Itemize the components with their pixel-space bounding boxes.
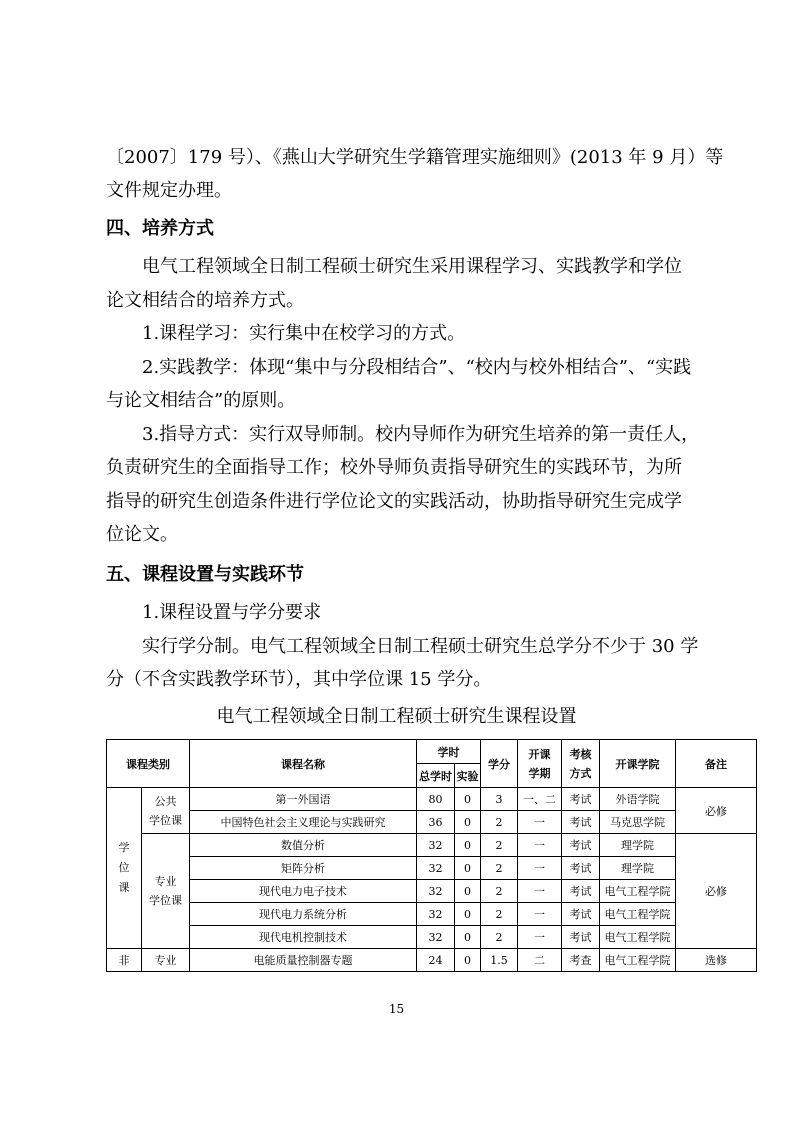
subgroup-public (142, 788, 190, 834)
cell-college: 理学院 (600, 834, 676, 857)
cell-total: 32 (417, 857, 455, 880)
paragraph-line: 1.课程设置与学分要求 (142, 602, 322, 623)
paragraph-line: 〔2007〕179 号）、《燕山大学研究生学籍管理实施细则》(2013 年 9 月）等 (106, 147, 724, 168)
cell-college: 电气工程学院 (600, 949, 676, 972)
header-hours: 学时 (417, 740, 481, 764)
table-row (107, 857, 757, 880)
cell-total: 32 (417, 926, 455, 949)
cell-course-name: 中国特色社会主义理论与实践研究 (190, 811, 417, 834)
section-heading-4: 四、培养方式 (106, 218, 214, 239)
table-row (107, 903, 757, 926)
header-term-b: 学期 (528, 766, 551, 780)
cell-course-name: 数值分析 (190, 834, 417, 857)
cell-credit: 1.5 (481, 949, 518, 972)
cell-college: 电气工程学院 (600, 926, 676, 949)
cell-course-name: 现代电力系统分析 (190, 903, 417, 926)
cell-lab: 0 (455, 788, 481, 811)
section-heading-5: 五、课程设置与实践环节 (106, 564, 304, 585)
header-exam-a: 考核 (569, 747, 592, 761)
cell-total: 24 (417, 949, 455, 972)
subgroup-label: 公共 (154, 794, 177, 808)
cell-credit: 2 (481, 880, 518, 903)
cell-college: 电气工程学院 (600, 903, 676, 926)
cell-exam: 考试 (562, 811, 600, 834)
cell-exam: 考试 (562, 926, 600, 949)
cell-credit: 3 (481, 788, 518, 811)
paragraph-line: 实行学分制。电气工程领域全日制工程硕士研究生总学分不少于 30 学 (142, 636, 699, 657)
cell-lab: 0 (455, 926, 481, 949)
table-row (107, 949, 757, 972)
cell-remark-elective: 选修 (676, 949, 757, 972)
page-number: 15 (388, 1002, 405, 1016)
cell-term: 一 (518, 811, 562, 834)
cell-course-name: 矩阵分析 (190, 857, 417, 880)
cell-term: 二 (518, 949, 562, 972)
cell-exam: 考试 (562, 903, 600, 926)
paragraph-line: 3.指导方式：实行双导师制。校内导师作为研究生培养的第一责任人， (142, 424, 700, 445)
cell-term: 一 (518, 903, 562, 926)
table-row (107, 834, 757, 857)
cell-exam: 考试 (562, 788, 600, 811)
header-remark: 备注 (676, 740, 757, 788)
subgroup-label: 专业 (154, 875, 177, 888)
subgroup-major-elective: 专业 (142, 949, 190, 972)
header-lab-hours: 实验 (455, 764, 481, 788)
group-char: 位 (118, 861, 130, 874)
header-college: 开课学院 (600, 740, 676, 788)
cell-lab: 0 (455, 811, 481, 834)
group-non-degree: 非 (107, 949, 142, 972)
table-row (107, 811, 757, 834)
cell-course-name: 现代电机控制技术 (190, 926, 417, 949)
group-degree-course (107, 788, 142, 949)
cell-course-name: 现代电力电子技术 (190, 880, 417, 903)
cell-total: 80 (417, 788, 455, 811)
subgroup-label: 学位课 (149, 894, 182, 907)
cell-remark-major: 必修 (676, 834, 757, 949)
cell-college: 外语学院 (600, 788, 676, 811)
paragraph-line: 论文相结合的培养方式。 (106, 290, 304, 311)
cell-term: 一 (518, 880, 562, 903)
subgroup-label: 学位课 (149, 813, 182, 827)
cell-total: 32 (417, 903, 455, 926)
cell-credit: 2 (481, 834, 518, 857)
cell-lab: 0 (455, 949, 481, 972)
cell-lab: 0 (455, 857, 481, 880)
cell-exam: 考试 (562, 857, 600, 880)
header-exam-b: 方式 (569, 766, 592, 780)
cell-course-name: 第一外国语 (190, 788, 417, 811)
cell-credit: 2 (481, 926, 518, 949)
cell-term: 一 (518, 834, 562, 857)
cell-course-name: 电能质量控制器专题 (190, 949, 417, 972)
paragraph-line: 指导的研究生创造条件进行学位论文的实践活动，协助指导研究生完成学 (106, 491, 682, 512)
cell-lab: 0 (455, 880, 481, 903)
header-term-a: 开课 (528, 747, 551, 761)
cell-term: 一、二 (518, 788, 562, 811)
table-row (107, 788, 757, 811)
cell-term: 一 (518, 857, 562, 880)
cell-college: 马克思学院 (600, 811, 676, 834)
paragraph-line: 1.课程学习：实行集中在校学习的方式。 (142, 323, 466, 344)
group-char: 学 (118, 841, 130, 854)
paragraph-line: 电气工程领域全日制工程硕士研究生采用课程学习、实践教学和学位 (142, 256, 682, 277)
header-category: 课程类别 (107, 740, 190, 788)
group-char: 课 (118, 881, 130, 894)
header-exam (562, 740, 600, 788)
cell-credit: 2 (481, 811, 518, 834)
header-credits: 学分 (481, 740, 518, 788)
paragraph-line: 位论文。 (106, 524, 178, 545)
cell-total: 32 (417, 834, 455, 857)
course-table (106, 739, 757, 972)
cell-college: 理学院 (600, 857, 676, 880)
cell-college: 电气工程学院 (600, 880, 676, 903)
cell-credit: 2 (481, 857, 518, 880)
header-total-hours: 总学时 (417, 764, 455, 788)
paragraph-line: 分（不含实践教学环节），其中学位课 15 学分。 (106, 669, 492, 690)
cell-exam: 考查 (562, 949, 600, 972)
cell-credit: 2 (481, 903, 518, 926)
paragraph-line: 2.实践教学：体现“集中与分段相结合”、“校内与校外相结合”、“实践 (142, 357, 692, 378)
cell-total: 36 (417, 811, 455, 834)
header-term (518, 740, 562, 788)
table-row (107, 880, 757, 903)
paragraph-line: 文件规定办理。 (106, 180, 232, 201)
paragraph-line: 负责研究生的全面指导工作；校外导师负责指导研究生的实践环节，为所 (106, 457, 682, 478)
subgroup-major (142, 834, 190, 949)
cell-lab: 0 (455, 834, 481, 857)
table-caption: 电气工程领域全日制工程硕士研究生课程设置 (216, 706, 577, 727)
table-row (107, 926, 757, 949)
paragraph-line: 与论文相结合”的原则。 (106, 390, 296, 411)
cell-exam: 考试 (562, 880, 600, 903)
cell-lab: 0 (455, 903, 481, 926)
cell-remark-public: 必修 (676, 788, 757, 834)
header-course-name: 课程名称 (190, 740, 417, 788)
cell-total: 32 (417, 880, 455, 903)
cell-exam: 考试 (562, 834, 600, 857)
cell-term: 一 (518, 926, 562, 949)
